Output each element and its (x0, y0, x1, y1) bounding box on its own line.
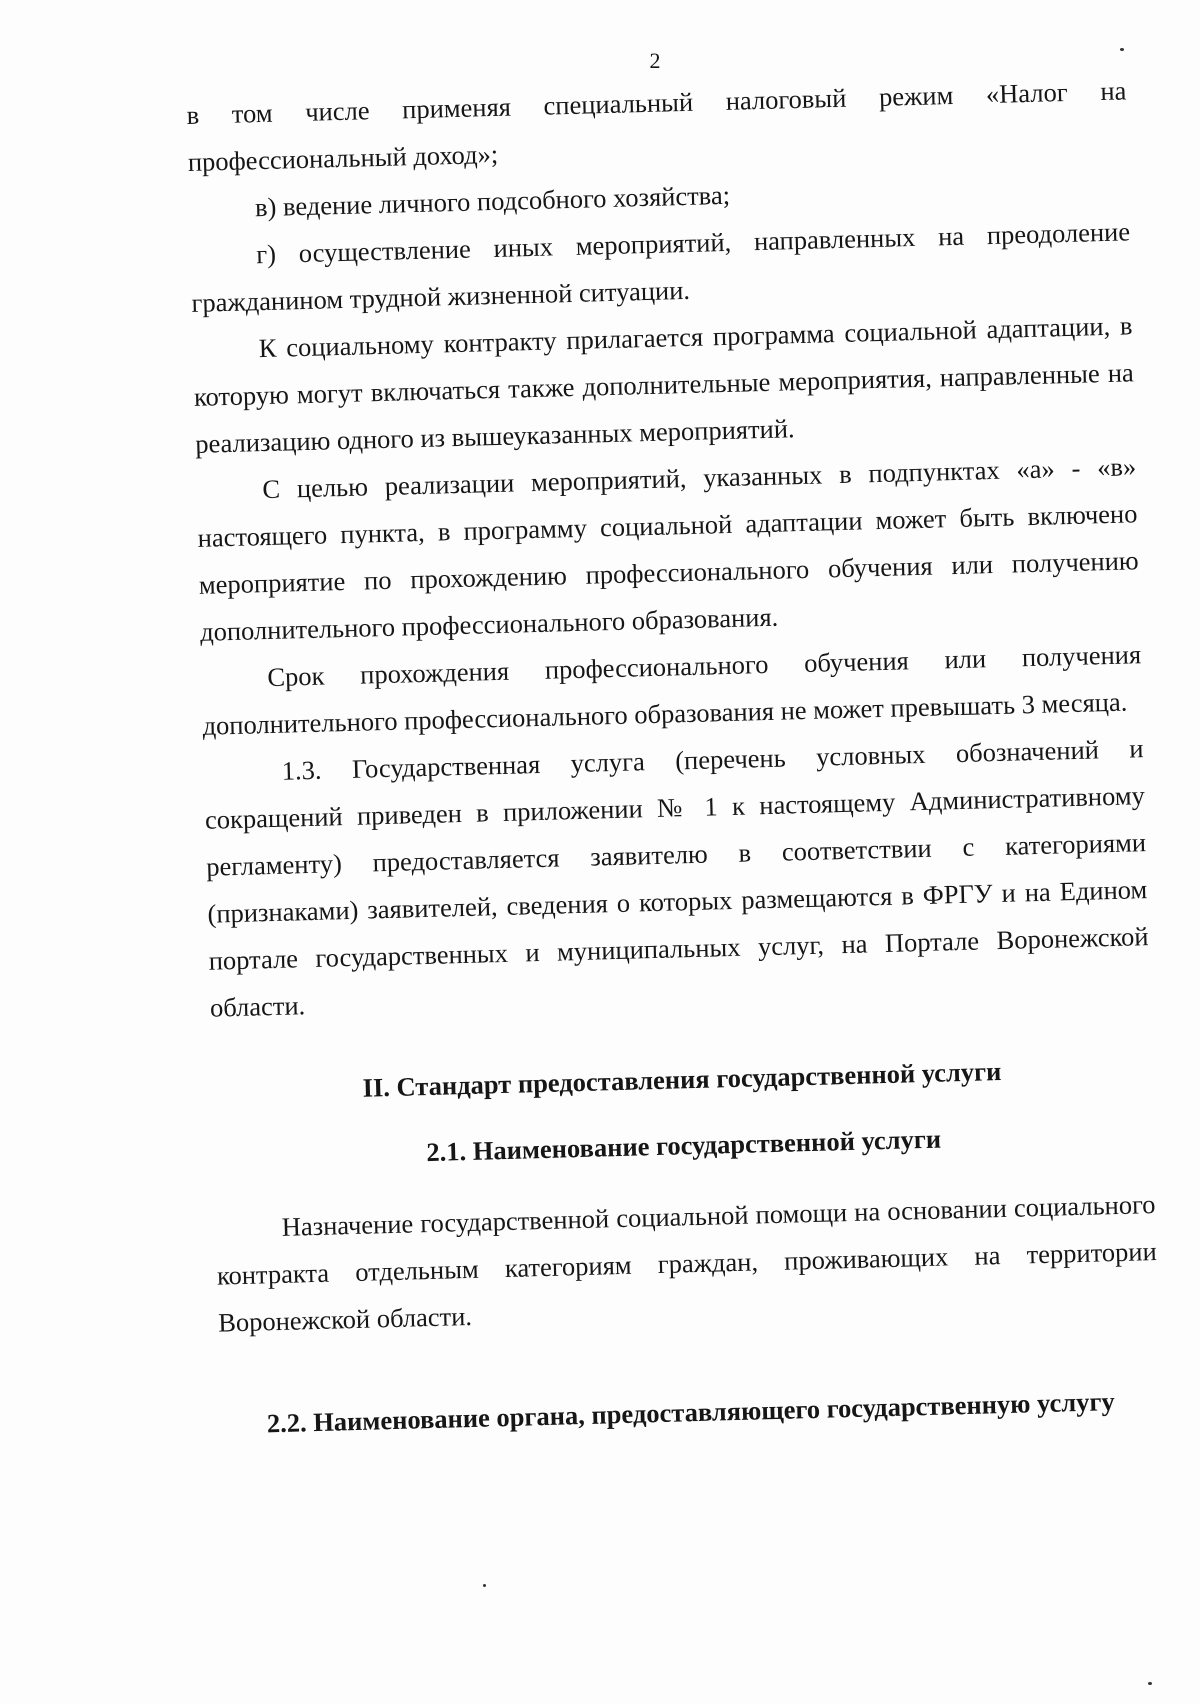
paragraph-item-v: в) ведение личного подсобного хозяйства; (254, 179, 731, 223)
page-number: 2 (649, 48, 661, 73)
paragraph-1-3: 1.3. Государственная услуга (перечень условных обозначений и сокращений приведен в приложении № 1 к настоящему Административному регламенту) предоставляется заявителю в соответствии с категориями (признаками) заявителей, сведения о которых размещаются в ФРГУ и на Едином портале государственных и муниципальных услуг, на Портале Воронежской области. (204, 733, 1149, 1023)
paragraph-item-g: г) осуществление иных мероприятий, направленных на преодоление гражданином трудной жизненной ситуации. (191, 216, 1131, 318)
subsection-2-1-text: Назначение государственной социальной помощи на основании социального контракта отдельным категориям граждан, проживающих на территории Воронежской области. (216, 1189, 1158, 1338)
section-title: II. Стандарт предоставления государственной услуги (362, 1055, 1002, 1103)
scan-speck (1148, 1682, 1152, 1685)
paragraph-training-measure: С целью реализации мероприятий, указанных в подпунктах «а» - «в» настоящего пункта, в программу социальной адаптации может быть включено мероприятие по прохождению профессионального обучения или получению дополнительного профессионального образования. (197, 451, 1139, 647)
scan-speck (483, 1584, 486, 1587)
subsection-2-2-title: 2.2. Наименование органа, предоставляющего государственную услугу (266, 1386, 1116, 1439)
subsection-2-1-title: 2.1. Наименование государственной услуги (426, 1123, 942, 1168)
paragraph-adaptation-program: К социальному контракту прилагается программа социальной адаптации, в которую могут включаться также дополнительные мероприятия, направленные на реализацию одного из вышеуказанных мероприятий. (193, 310, 1135, 459)
paragraph-training-term: Срок прохождения профессионального обучения или получения дополнительного профессионального образования не может превышать 3 месяца. (202, 639, 1142, 741)
scan-speck (1120, 48, 1124, 51)
document-body (186, 67, 1161, 1442)
paragraph-tax-regime: в том числе применяя специальный налоговый режим «Налог на профессиональный доход»; (186, 75, 1127, 177)
